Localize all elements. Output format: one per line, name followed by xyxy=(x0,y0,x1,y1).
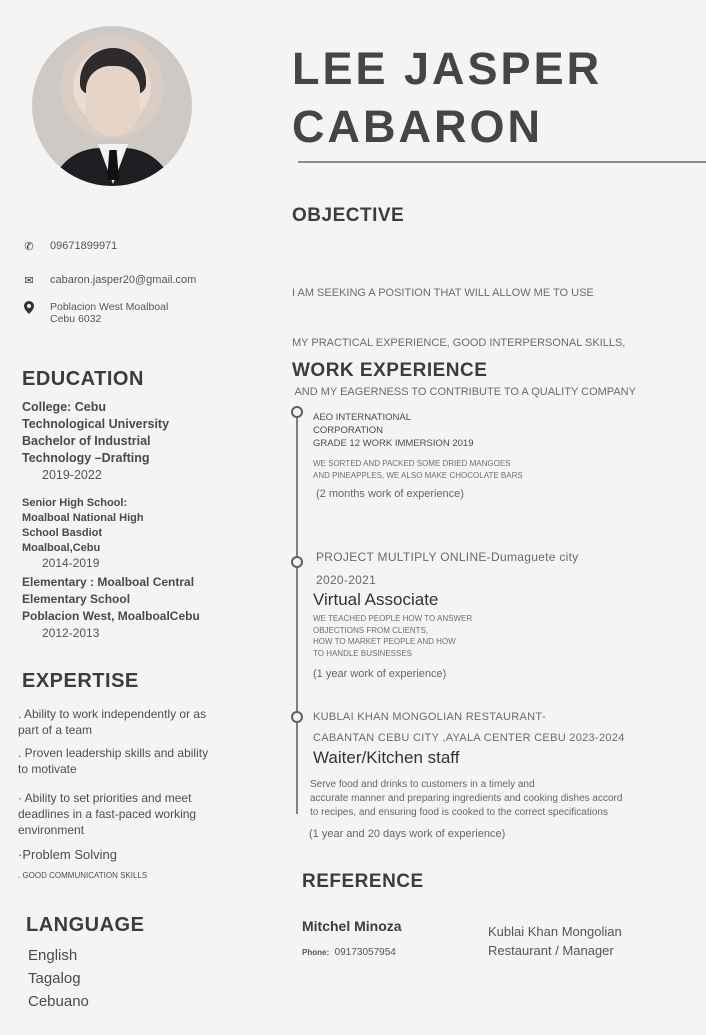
objective-heading: OBJECTIVE xyxy=(292,205,405,226)
language-item: Tagalog xyxy=(28,970,81,987)
timeline-dot xyxy=(291,406,303,418)
candidate-name xyxy=(292,40,602,156)
job3-duration: (1 year and 20 days work of experience) xyxy=(309,828,506,840)
expertise-item: . Proven leadership skills and ability to motivate xyxy=(18,746,209,776)
education-elementary: Elementary : Moalboal Central Elementary School Poblacion West, MoalboalCebu 2012-2013 xyxy=(22,575,200,640)
job3-location: CABANTAN CEBU CITY ,AYALA CENTER CEBU 2023-2024 xyxy=(313,732,625,744)
location-pin-icon xyxy=(22,301,36,317)
reference-phone: Phone: 09173057954 xyxy=(302,947,396,958)
reference-organization: Kublai Khan Mongolian Restaurant / Manager xyxy=(488,924,622,958)
education-college: College: Cebu Technological University Bachelor of Industrial Technology –Drafting 2019-2022 xyxy=(22,400,170,482)
language-item: Cebuano xyxy=(28,993,89,1010)
name-line-2: CABARON xyxy=(292,101,543,152)
mail-icon: ✉ xyxy=(24,275,34,287)
education-shs: Senior High School: Moalboal National High School Basdiot Moalboal,Cebu 2014-2019 xyxy=(22,497,144,570)
expertise-item: . GOOD COMMUNICATION SKILLS xyxy=(18,871,148,880)
expertise-heading: EXPERTISE xyxy=(22,670,139,692)
job1-description: WE SORTED AND PACKED SOME DRIED MANGOES AND PINEAPPLES, WE ALSO MAKE CHOCOLATE BARS xyxy=(313,459,523,480)
education-heading: EDUCATION xyxy=(22,368,144,390)
job2-role: Virtual Associate xyxy=(313,590,439,609)
expertise-item: . Ability to work independently or as part of a team xyxy=(18,707,207,737)
expertise-item: ·Problem Solving xyxy=(18,847,117,862)
work-experience-heading: WORK EXPERIENCE xyxy=(292,360,488,381)
job2-description: WE TEACHED PEOPLE HOW TO ANSWER OBJECTIONS FROM CLIENTS, HOW TO MARKET PEOPLE AND HOW TO HANDLE BUSINESSES xyxy=(313,614,473,658)
contact-email: ✉ cabaron.jasper20@gmail.com xyxy=(22,274,196,287)
name-line-1: LEE JASPER xyxy=(292,43,603,94)
reference-heading: REFERENCE xyxy=(302,871,424,892)
contact-address: Poblacion West Moalboal Cebu 6032 xyxy=(22,301,168,325)
reference-name: Mitchel Minoza xyxy=(302,918,402,934)
job3-description: Serve food and drinks to customers in a timely and accurate manner and preparing ingredients and cooking dishes accord to recipes, and ensuring food is cooked to the correct specifications xyxy=(310,779,623,818)
profile-photo xyxy=(32,26,192,186)
job2-company: PROJECT MULTIPLY ONLINE-Dumaguete city xyxy=(316,550,579,564)
job2-years: 2020-2021 xyxy=(316,573,377,587)
contact-phone: ✆ 09671899971 xyxy=(22,240,117,253)
phone-icon: ✆ xyxy=(24,241,34,253)
expertise-item: · Ability to set priorities and meet deadlines in a fast-paced working environment xyxy=(18,791,197,837)
name-divider xyxy=(298,161,706,163)
job2-duration: (1 year work of experience) xyxy=(313,668,447,680)
job1-duration: (2 months work of experience) xyxy=(316,488,464,500)
job3-company: KUBLAI KHAN MONGOLIAN RESTAURANT- xyxy=(313,711,546,723)
job3-role: Waiter/Kitchen staff xyxy=(313,748,460,767)
language-heading: LANGUAGE xyxy=(26,914,145,936)
job1-company: AEO INTERNATIONAL CORPORATION GRADE 12 WORK IMMERSION 2019 xyxy=(313,412,474,449)
timeline-dot xyxy=(291,556,303,568)
timeline-dot xyxy=(291,711,303,723)
language-item: English xyxy=(28,947,78,964)
objective-text: I AM SEEKING A POSITION THAT WILL ALLOW ME TO USE MY PRACTICAL EXPERIENCE, GOOD INTERPERSONAL SKILLS, AND MY EAGERNESS TO CONTRIBUTE TO A QUALITY COMPANY xyxy=(292,287,636,398)
timeline-line xyxy=(296,412,298,814)
